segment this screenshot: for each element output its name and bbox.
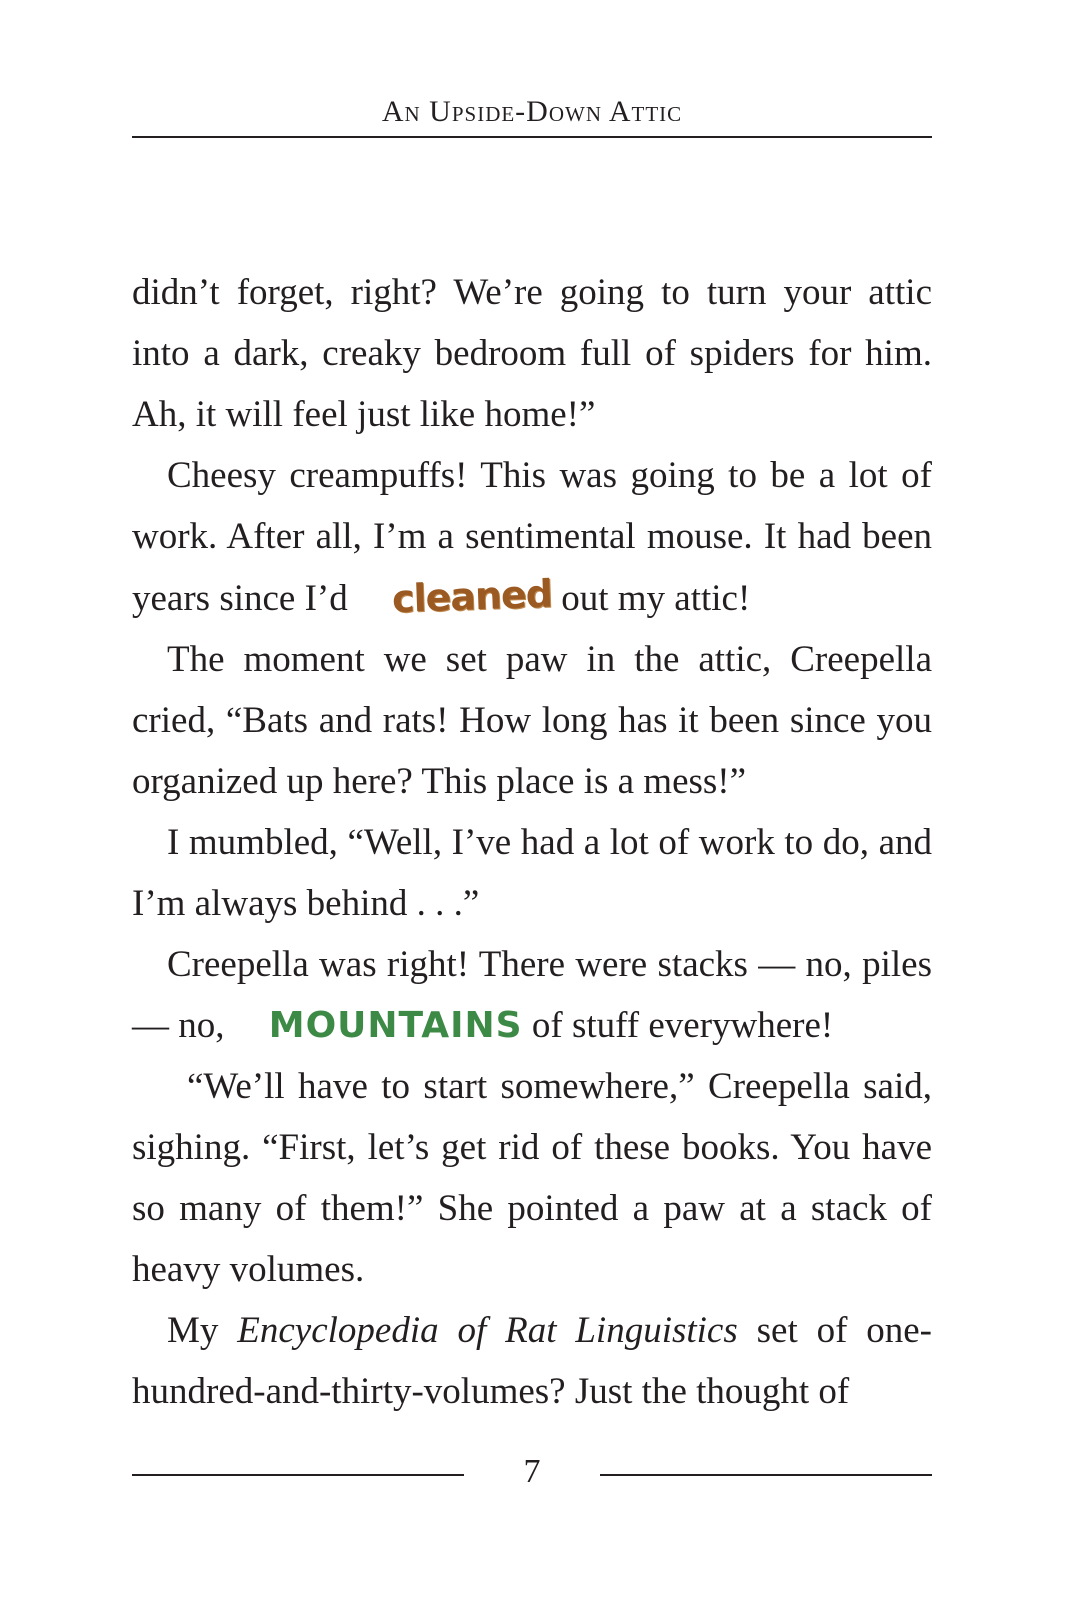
paragraph-7-text-after: set of one-hundred-and-thirty-volumes? Just the thought of	[132, 1310, 932, 1412]
footer-rule-left	[132, 1474, 464, 1476]
running-head-rule	[132, 136, 932, 138]
cleaned-display-word: cleaned	[391, 571, 553, 622]
paragraph-3: The moment we set paw in the attic, Creepella cried, “Bats and rats! How long has it been since you organized up here? This place is a mess!”	[132, 639, 932, 802]
paragraph-2-text-after: out my attic!	[551, 578, 751, 619]
mountains-display-word: MOUNTAINS	[268, 1005, 523, 1046]
paragraph-7	[132, 1300, 932, 1422]
paragraph-5	[132, 934, 932, 1056]
footer-rule-right	[600, 1474, 932, 1476]
book-title: Encyclopedia of Rat Linguistics	[237, 1310, 738, 1351]
paragraph-6: “We’ll have to start somewhere,” Creepella said, sighing. “First, let’s get rid of these books. You have so many of them!” She pointed a paw at a stack of heavy volumes.	[132, 1066, 932, 1290]
paragraph-7-text-before: My	[167, 1310, 238, 1351]
body-text	[132, 262, 932, 1422]
paragraph-1: didn’t forget, right? We’re going to turn your attic into a dark, creaky bedroom full of spiders for him. Ah, it will feel just like home!”	[132, 272, 932, 435]
paragraph-2	[132, 445, 932, 629]
paragraph-4: I mumbled, “Well, I’ve had a lot of work to do, and I’m always behind . . .”	[132, 822, 932, 924]
paragraph-5-text-after: of stuff everywhere!	[522, 1005, 834, 1046]
running-head: An Upside-Down Attic	[381, 95, 683, 128]
page-number: 7	[523, 1453, 541, 1490]
paragraph-5-text-before: Creepella was right! There were stacks — no, piles — no,	[132, 944, 932, 1046]
paragraph-2-text-before: Cheesy creampuffs! This was going to be a lot of work. After all, I’m a sentimental mouse. It had been years since I’d	[132, 455, 932, 619]
